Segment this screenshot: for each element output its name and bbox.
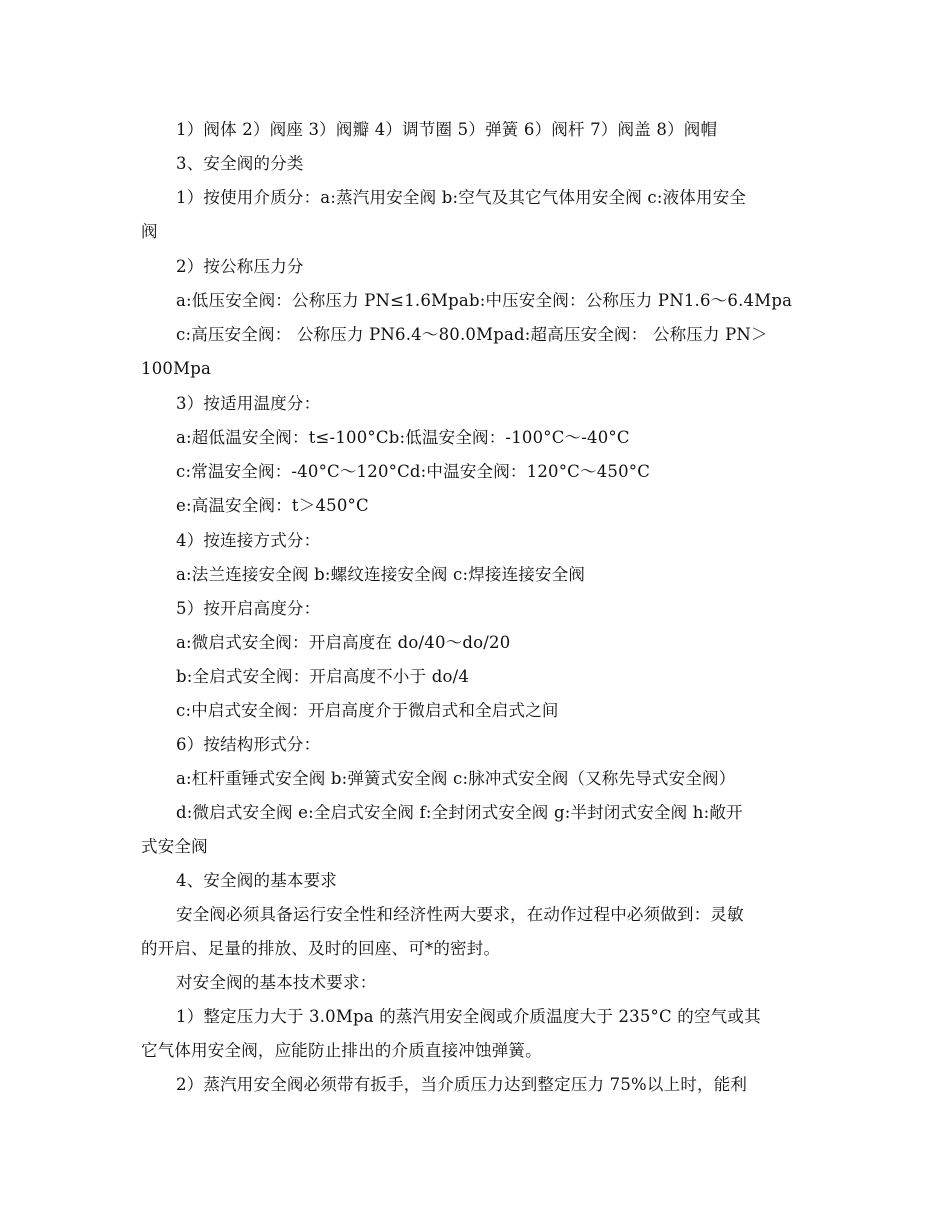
text-line: a:杠杆重锤式安全阀 b:弹簧式安全阀 c:脉冲式安全阀（又称先导式安全阀） — [176, 769, 736, 788]
text-line: 它气体用安全阀，应能防止排出的介质直接冲蚀弹簧。 — [141, 1041, 542, 1060]
text-line: 4）按连接方式分： — [176, 531, 321, 550]
text-line: c:中启式安全阀：开启高度介于微启式和全启式之间 — [176, 701, 559, 720]
text-line: 100Mpa — [141, 359, 211, 378]
text-line: 式安全阀 — [141, 837, 208, 856]
text-line: a:微启式安全阀：开启高度在 do/40～do/20 — [176, 633, 511, 652]
text-line: 2）蒸汽用安全阀必须带有扳手，当介质压力达到整定压力 75%以上时，能利 — [176, 1075, 748, 1094]
text-line: a:低压安全阀：公称压力 PN≤1.6Mpab:中压安全阀：公称压力 PN1.6～6.4Mpa — [176, 291, 793, 310]
text-line: 对安全阀的基本技术要求： — [176, 973, 377, 992]
text-line: 1）按使用介质分：a:蒸汽用安全阀 b:空气及其它气体用安全阀 c:液体用安全 — [176, 188, 747, 207]
text-line: 的开启、足量的排放、及时的回座、可*的密封。 — [141, 939, 501, 958]
text-line: 安全阀必须具备运行安全性和经济性两大要求，在动作过程中必须做到：灵敏 — [176, 905, 744, 924]
text-line: 1）整定压力大于 3.0Mpa 的蒸汽用安全阀或介质温度大于 235°C 的空气或其 — [176, 1007, 761, 1026]
section-heading: 3、安全阀的分类 — [176, 154, 304, 173]
text-line: b:全启式安全阀：开启高度不小于 do/4 — [176, 667, 470, 686]
text-line: 1）阀体 2）阀座 3）阀瓣 4）调节圈 5）弹簧 6）阀杆 7）阀盖 8）阀帽 — [176, 120, 718, 139]
text-line: c:高压安全阀： 公称压力 PN6.4～80.0Mpad:超高压安全阀： 公称压力 PN＞ — [176, 325, 768, 344]
text-line: 6）按结构形式分： — [176, 735, 321, 754]
text-line: e:高温安全阀：t＞450°C — [176, 496, 369, 515]
text-line: c:常温安全阀：-40°C～120°Cd:中温安全阀：120°C～450°C — [176, 462, 651, 481]
section-heading: 4、安全阀的基本要求 — [176, 871, 337, 890]
text-line: 2）按公称压力分 — [176, 257, 304, 276]
text-line: 5）按开启高度分： — [176, 599, 321, 618]
text-line: a:超低温安全阀：t≤-100°Cb:低温安全阀：-100°C～-40°C — [176, 428, 630, 447]
text-line: 3）按适用温度分： — [176, 394, 321, 413]
text-line: d:微启式安全阀 e:全启式安全阀 f:全封闭式安全阀 g:半封闭式安全阀 h:敞开 — [176, 803, 743, 822]
text-line: a:法兰连接安全阀 b:螺纹连接安全阀 c:焊接连接安全阀 — [176, 565, 586, 584]
text-line: 阀 — [141, 222, 158, 241]
